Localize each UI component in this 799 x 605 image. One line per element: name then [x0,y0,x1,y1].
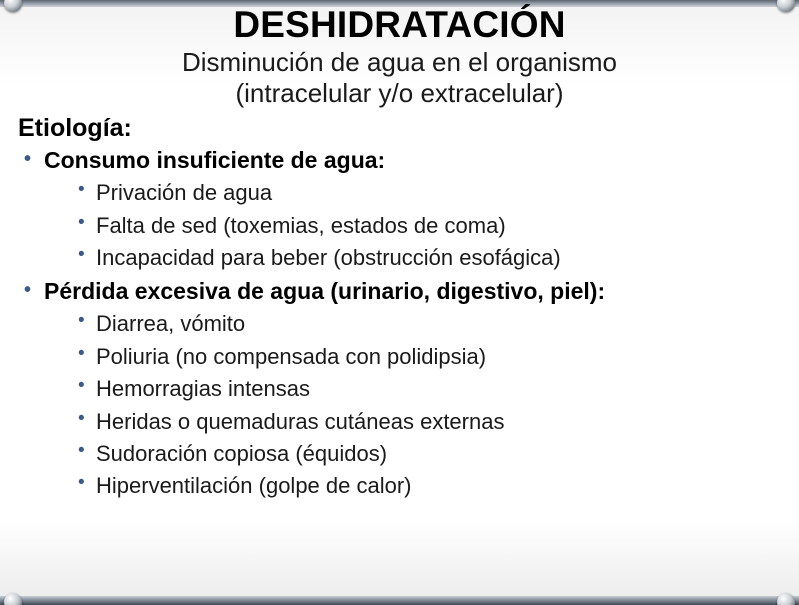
list-item-label: Incapacidad para beber (obstrucción esofágica) [96,245,561,271]
list-item [12,146,787,271]
list-item [68,376,787,402]
sub-list [68,180,787,271]
bullet-icon: • [78,440,85,462]
list-item-label: Poliuria (no compensada con polidipsia) [96,343,487,369]
bullet-icon: • [78,375,85,397]
slide-title: DESHIDRATACIÓN [233,4,566,45]
list-item [68,473,787,499]
bullet-icon: • [78,244,85,266]
bullet-icon: • [78,342,85,364]
list-item-label: Hiperventilación (golpe de calor) [96,473,412,499]
sub-list-wrapper [68,311,787,499]
list-item-label: Falta de sed (toxemias, estados de coma) [96,212,506,238]
slide-subtitle-line-2: (intracelular y/o extracelular) [235,77,564,108]
list-item-label: Heridas o quemaduras cutáneas externas [96,408,505,434]
list-item-label: Hemorragias intensas [96,376,310,402]
list-item [68,213,787,239]
bullet-icon: • [78,179,85,201]
bullet-icon: • [24,148,32,171]
list-item-label: Sudoración copiosa (équidos) [96,441,388,467]
list-item [68,344,787,370]
list-item [12,277,787,499]
bullet-icon: • [78,310,85,332]
list-item [68,245,787,271]
list-item-label: Privación de agua [96,180,273,206]
list-item-label: Diarrea, vómito [96,311,246,337]
section-heading: Etiología: [18,114,132,143]
etiology-list [12,146,787,500]
sub-list-wrapper [68,180,787,271]
bullet-icon: • [78,407,85,429]
slide-subtitle-line-1: Disminución de agua en el organismo [181,46,618,77]
list-item [68,311,787,337]
list-item [68,180,787,206]
list-item [68,409,787,435]
group-label: Consumo insuficiente de agua: [44,147,386,174]
bullet-icon: • [24,279,32,302]
bullet-icon: • [78,472,85,494]
list-item [68,441,787,467]
bullet-icon: • [78,211,85,233]
sub-list [68,311,787,499]
group-label: Pérdida excesiva de agua (urinario, digestivo, piel): [44,278,606,305]
